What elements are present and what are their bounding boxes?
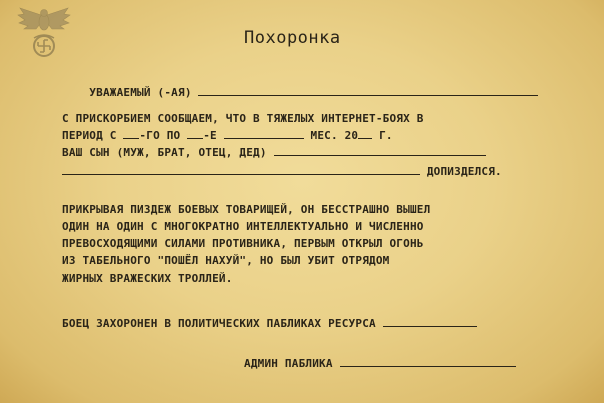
- paragraph2-line1: ПРИКРЫВАЯ ПИЗДЕЖ БОЕВЫХ ТОВАРИЩЕЙ, ОН БЕССТРАШНО ВЫШЕЛ: [62, 203, 431, 216]
- paragraph2-line2: ОДИН НА ОДИН С МНОГОКРАТНО ИНТЕЛЛЕКТУАЛЬНО И ЧИСЛЕННО: [62, 220, 424, 233]
- paragraph2-line3: ПРЕВОСХОДЯЩИМИ СИЛАМИ ПРОТИВНИКА, ПЕРВЫМ ОТКРЫЛ ОГОНЬ: [62, 237, 424, 250]
- eagle-emblem-icon: [16, 2, 72, 62]
- signature-blank: [340, 356, 516, 367]
- burial-line: [62, 316, 477, 331]
- paragraph1-line2: [62, 128, 393, 143]
- relative-name-blank: [274, 145, 486, 156]
- paragraph2-line4: ИЗ ТАБЕЛЬНОГО "ПОШЁЛ НАХУЙ", НО БЫЛ УБИТ ОТРЯДОМ: [62, 254, 390, 267]
- recipient-name-blank: [198, 85, 538, 96]
- greeting-line: [62, 71, 538, 114]
- day-suffix: -Е: [203, 129, 217, 142]
- year-blank: [358, 128, 372, 139]
- relative-label: ВАШ СЫН (МУЖ, БРАТ, ОТЕЦ, ДЕД): [62, 146, 267, 159]
- period-to-label: -ГО ПО: [139, 129, 181, 142]
- paragraph1-line1: С ПРИСКОРБИЕМ СООБЩАЕМ, ЧТО В ТЯЖЕЛЫХ ИНТЕРНЕТ-БОЯХ В: [62, 112, 424, 125]
- year-suffix: Г.: [379, 129, 393, 142]
- signature-line: [244, 356, 516, 371]
- fighter-name-blank: [62, 164, 420, 175]
- page-title: Похоронка: [244, 28, 341, 48]
- verdict-text: ДОПИЗДЕЛСЯ.: [426, 165, 502, 178]
- period-from-label: ПЕРИОД С: [62, 129, 117, 142]
- day-from-blank: [123, 128, 139, 139]
- burial-text: БОЕЦ ЗАХОРОНЕН В ПОЛИТИЧЕСКИХ ПАБЛИКАХ РЕСУРСА: [62, 317, 376, 330]
- greeting-label: УВАЖАЕМЫЙ (-АЯ): [89, 86, 192, 99]
- day-to-blank: [187, 128, 203, 139]
- paragraph2-line5: ЖИРНЫХ ВРАЖЕСКИХ ТРОЛЛЕЙ.: [62, 272, 233, 285]
- signature-label: АДМИН ПАБЛИКА: [244, 357, 333, 370]
- paragraph1-line3: [62, 145, 486, 160]
- paragraph1-line4: [62, 164, 502, 179]
- resource-blank: [383, 316, 477, 327]
- month-blank: [224, 128, 304, 139]
- year-label: МЕС. 20: [310, 129, 359, 142]
